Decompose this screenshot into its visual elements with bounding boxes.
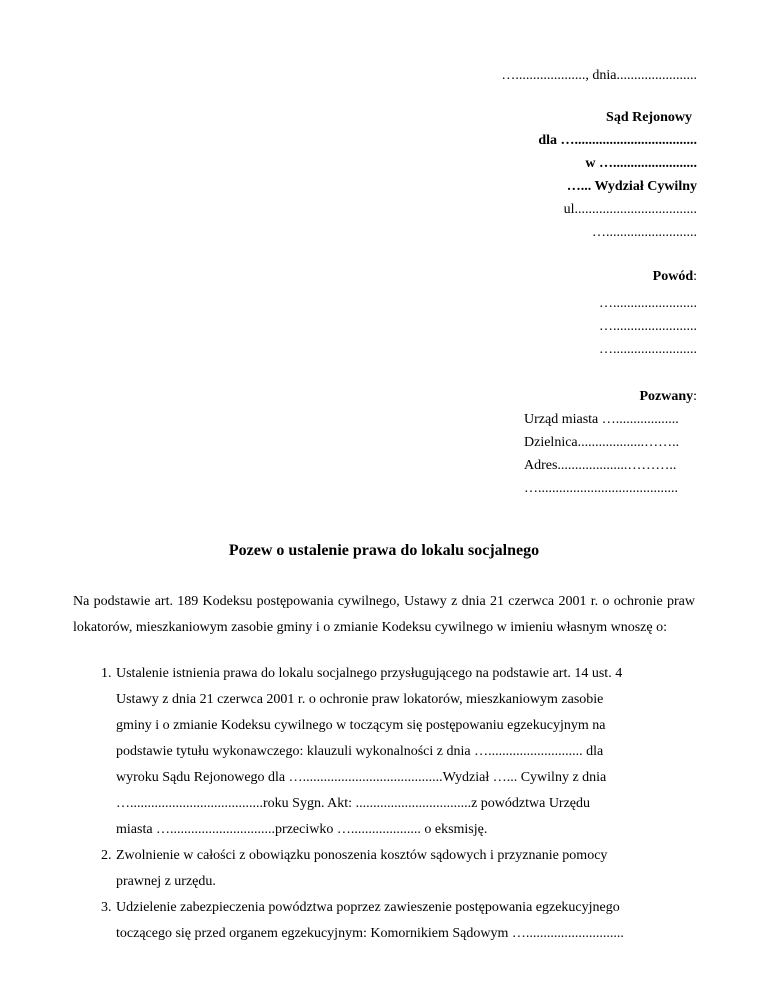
list-item-line: prawnej z urzędu.: [116, 874, 216, 889]
intro-paragraph: Na podstawie art. 189 Kodeksu postępowania cywilnego, Ustawy z dnia 21 czerwca 2001 r. o ochronie praw lokatorów, mieszkaniowym zasobie gminy i o zmianie Kodeksu cywilnego w imieniu własnym wnoszę o:: [73, 594, 695, 635]
list-item-line: toczącego się przed organem egzekucyjnym: Komornikiem Sądowym …............................: [116, 926, 624, 941]
court-address-extra: …..........................: [592, 225, 697, 240]
court-street: ul...................................: [563, 202, 697, 217]
court-division: …... Wydział Cywilny: [566, 179, 697, 194]
plaintiff-line: …........................: [599, 296, 697, 311]
list-item-line: Zwolnienie w całości z obowiązku ponoszenia kosztów sądowych i przyznanie pomocy: [116, 848, 608, 863]
list-item-line: gminy i o zmianie Kodeksu cywilnego w toczącym się postępowaniu egzekucyjnym na: [116, 718, 606, 733]
list-item-line: podstawie tytułu wykonawczego: klauzuli wykonalności z dnia …........................... dla: [116, 744, 604, 759]
list-item-number: 2.: [101, 848, 112, 863]
plaintiff-line: …........................: [599, 342, 697, 357]
court-for-line: dla …...................................: [538, 133, 697, 148]
list-item: [73, 843, 713, 895]
list-item: [73, 895, 713, 947]
list-item: [73, 661, 713, 843]
defendant-colon: :: [693, 389, 697, 404]
defendant-heading: [639, 389, 697, 405]
defendant-line: Urząd miasta …..................: [524, 412, 679, 427]
document-title: Pozew o ustalenie prawa do lokalu socjalnego: [228, 542, 540, 559]
court-name: Sąd Rejonowy: [606, 110, 692, 125]
defendant-line: Adres....................………..: [524, 458, 677, 473]
place-date-line: …...................., dnia.......................: [501, 68, 697, 83]
list-item-line: miasta …..............................przeciwko ….................... o eksmisję.: [116, 822, 488, 837]
plaintiff-line: …........................: [599, 319, 697, 334]
defendant-label: Pozwany: [639, 389, 694, 404]
list-item-number: 3.: [101, 900, 112, 915]
list-item-line: …......................................roku Sygn. Akt: .................................z powództwa Urzędu: [116, 796, 591, 811]
list-item-line: Ustalenie istnienia prawa do lokalu socjalnego przysługującego na podstawie art. 14 ust. 4: [116, 666, 623, 681]
list-item-number: 1.: [101, 666, 112, 681]
defendant-line: Dzielnica...................……..: [524, 435, 680, 450]
plaintiff-label: Powód: [652, 269, 694, 284]
plaintiff-colon: :: [693, 269, 697, 284]
plaintiff-heading: [653, 269, 697, 285]
requests-list: [73, 661, 713, 947]
list-item-line: Ustawy z dnia 21 czerwca 2001 r. o ochronie praw lokatorów, mieszkaniowym zasobie: [116, 692, 604, 707]
defendant-line: …........................................: [524, 481, 678, 496]
list-item-line: wyroku Sądu Rejonowego dla …........................................Wydział …... Cywilny z dnia: [116, 770, 607, 785]
court-in-line: w …........................: [585, 156, 697, 171]
list-item-line: Udzielenie zabezpieczenia powództwa poprzez zawieszenie postępowania egzekucyjnego: [116, 900, 620, 915]
